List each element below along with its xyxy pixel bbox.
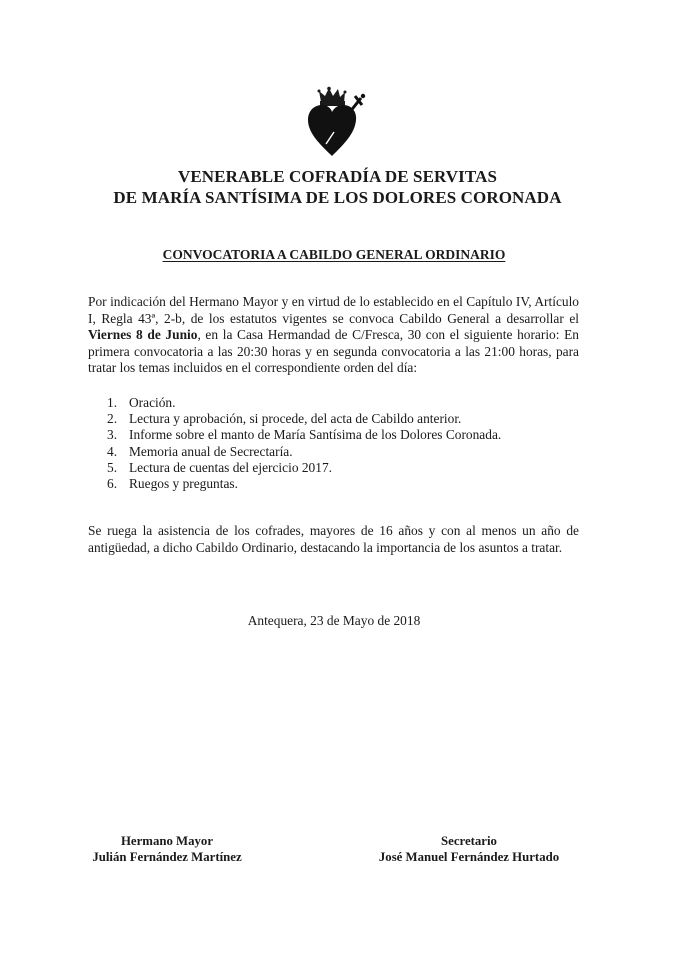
agenda-item-number: 6. <box>107 476 118 492</box>
meeting-date: Viernes 8 de Junio <box>88 327 198 343</box>
convocatoria-heading <box>0 247 668 263</box>
agenda-list <box>107 395 501 492</box>
agenda-item <box>107 444 501 460</box>
closing-paragraph: Se ruega la asistencia de los cofrades, mayores de 16 años y con al menos un año de antigüedad, a dicho Cabildo Ordinario, destacando la importancia de los asuntos a tratar. <box>88 523 579 555</box>
signature-name: José Manuel Fernández Hurtado <box>378 850 560 864</box>
agenda-item-number: 1. <box>107 395 118 410</box>
place-and-date: Antequera, 23 de Mayo de 2018 <box>247 613 421 628</box>
agenda-item-text: Informe sobre el manto de María Santísima de los Dolores Coronada. <box>129 427 502 443</box>
signature-role: Secretario <box>441 834 497 848</box>
agenda-item-number: 4. <box>107 443 118 459</box>
agenda-item-text: Lectura de cuentas del ejercicio 2017. <box>129 459 332 475</box>
agenda-item <box>107 395 501 411</box>
agenda-item-number: 2. <box>107 411 118 427</box>
agenda-item-text: Ruegos y preguntas. <box>129 476 238 492</box>
agenda-item-text: Lectura y aprobación, si procede, del acta de Cabildo anterior. <box>129 411 462 427</box>
intro-text-before: Por indicación del Hermano Mayor y en virtud de lo establecido en el Capítulo IV, Artículo I, Regla 43ª, 2-b, de los estatutos vigentes se convoca Cabildo General a desarrollar el <box>88 294 579 326</box>
signature-secretario <box>378 833 560 865</box>
intro-paragraph <box>88 294 579 377</box>
agenda-item-text: Memoria anual de Secrectaría. <box>129 443 293 459</box>
crowned-heart-with-sword-icon <box>304 86 366 158</box>
intro-text-after: , en la Casa Hermandad de C/Fresca, 30 con el siguiente horario: En primera convocatoria a las 20:30 horas y en segunda convocatoria a las 21:00 horas, para tratar los temas incluidos en el correspondiente orden del día: <box>88 327 579 376</box>
agenda-item <box>107 460 501 476</box>
agenda-item-text: Oración. <box>129 395 176 410</box>
agenda-item <box>107 411 501 427</box>
signature-hermano-mayor <box>80 833 254 865</box>
agenda-item-number: 5. <box>107 459 118 475</box>
agenda-item-number: 3. <box>107 427 118 443</box>
cofradia-title-line-1: VENERABLE COFRADÍA DE SERVITAS <box>177 167 497 186</box>
convocatoria-heading-text: CONVOCATORIA A CABILDO GENERAL ORDINARIO <box>162 247 506 262</box>
signature-name: Julián Fernández Martínez <box>92 850 242 864</box>
agenda-item <box>107 427 501 443</box>
signature-role: Hermano Mayor <box>120 834 214 848</box>
agenda-item <box>107 476 501 492</box>
cofradia-title-line-2: DE MARÍA SANTÍSIMA DE LOS DOLORES CORONADA <box>113 188 562 207</box>
